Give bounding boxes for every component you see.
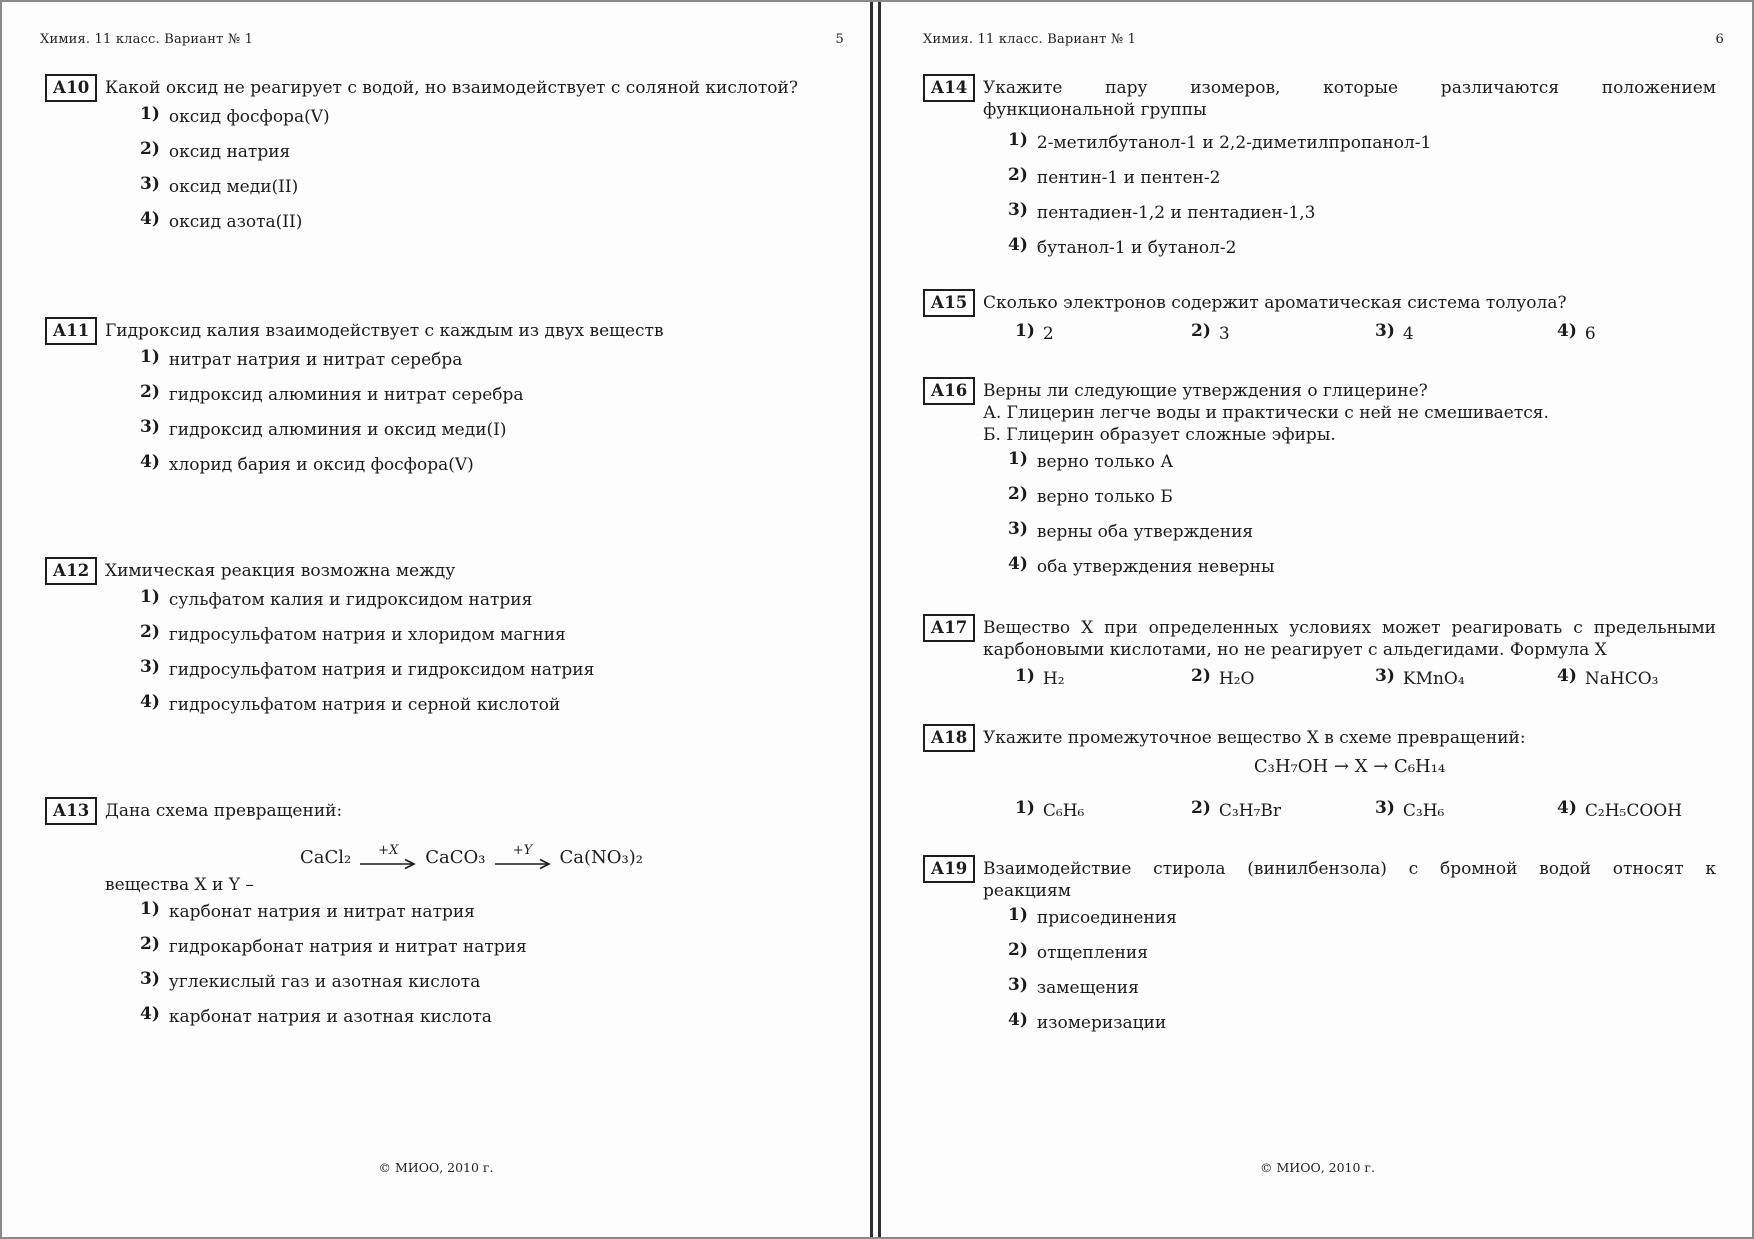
- question-prompt-line2: карбоновыми кислотами, но не реагирует с альдегидами. Формула X: [983, 640, 1607, 660]
- option-number: 4): [1557, 666, 1577, 686]
- page-footer: © МИОО, 2010 г.: [1260, 1160, 1375, 1175]
- scheme-reagent: Ca(NO₃)₂: [559, 847, 643, 868]
- option-text: 3: [1218, 324, 1230, 344]
- option-3: [1375, 798, 1445, 821]
- option-4: [1008, 1010, 1716, 1034]
- scheme-arrow-label: +Y: [512, 843, 533, 858]
- option-4: [140, 209, 838, 233]
- question-prompt: Сколько электронов содержит ароматическая система толуола?: [983, 293, 1567, 313]
- question-prompt: Укажите промежуточное вещество X в схеме превращений:: [983, 728, 1526, 748]
- option-number: 1): [1015, 666, 1035, 686]
- option-number: 1): [1008, 905, 1028, 925]
- option-text: гидросульфатом натрия и гидроксидом натрия: [168, 660, 595, 680]
- scheme-reagent: CaCl₂: [300, 847, 352, 868]
- option-3: [1375, 666, 1465, 689]
- question-prompt-line1: Укажите пару изомеров, которые различаются положением: [983, 78, 1716, 98]
- option-text: пентадиен-1,2 и пентадиен-1,3: [1036, 203, 1316, 223]
- option-3: [140, 657, 838, 681]
- scheme-arrow-group: [494, 844, 552, 870]
- question-a11: [45, 317, 835, 490]
- option-text: верно только А: [1036, 452, 1174, 472]
- option-text: C₃H₆: [1402, 801, 1445, 821]
- page-header-title: Химия. 11 класс. Вариант № 1: [923, 32, 1137, 47]
- option-number: 3): [1008, 200, 1028, 220]
- option-number: 4): [140, 692, 160, 712]
- option-2: [140, 382, 838, 406]
- option-number: 1): [1008, 130, 1028, 150]
- option-1: [140, 104, 838, 128]
- question-a15: [923, 289, 1723, 354]
- option-text: гидрокарбонат натрия и нитрат натрия: [168, 937, 527, 957]
- question-a13-body: [105, 797, 838, 1042]
- option-number: 3): [140, 969, 160, 989]
- option-2: [1008, 165, 1716, 189]
- option-number: 4): [1557, 798, 1577, 818]
- question-prompt-line1: Вещество X при определенных условиях может реагировать с предельными: [983, 618, 1716, 638]
- option-text: присоединения: [1036, 908, 1177, 928]
- option-text: верны оба утверждения: [1036, 522, 1254, 542]
- options-list: [105, 899, 838, 1028]
- option-1: [1008, 905, 1716, 929]
- question-a10: [45, 74, 835, 247]
- options-list: [983, 449, 1716, 578]
- option-text: KMnO₄: [1402, 669, 1465, 689]
- option-text: пентин-1 и пентен-2: [1036, 168, 1221, 188]
- option-number: 1): [1008, 449, 1028, 469]
- question-a14-body: [983, 74, 1716, 273]
- question-a18-body: [983, 724, 1716, 831]
- option-text: оксид меди(II): [168, 177, 299, 197]
- option-text: гидроксид алюминия и нитрат серебра: [168, 385, 524, 405]
- question-a14: [923, 74, 1723, 273]
- option-text: оба утверждения неверны: [1036, 557, 1275, 577]
- option-text: отщепления: [1036, 943, 1148, 963]
- question-a11-body: [105, 317, 838, 490]
- reaction-arrow-icon: [359, 858, 417, 870]
- option-number: 4): [1008, 235, 1028, 255]
- option-text: замещения: [1036, 978, 1139, 998]
- option-text: 2-метилбутанол-1 и 2,2-диметилпропанол-1: [1036, 133, 1432, 153]
- option-text: гидросульфатом натрия и серной кислотой: [168, 695, 561, 715]
- option-text: хлорид бария и оксид фосфора(V): [168, 455, 474, 475]
- page-number: 6: [1715, 32, 1724, 47]
- option-4: [1557, 321, 1596, 344]
- question-prompt: Химическая реакция возможна между: [105, 561, 456, 581]
- option-2: [1191, 798, 1281, 821]
- option-number: 1): [140, 587, 160, 607]
- options-row: [983, 666, 1716, 699]
- option-2: [1008, 484, 1716, 508]
- option-text: верно только Б: [1036, 487, 1173, 507]
- option-3: [1008, 975, 1716, 999]
- option-1: [1015, 798, 1085, 821]
- option-number: 4): [140, 209, 160, 229]
- option-2: [1191, 666, 1255, 689]
- option-2: [140, 622, 838, 646]
- question-a16-body: [983, 377, 1716, 592]
- question-prompt: Какой оксид не реагирует с водой, но взаимодействует с соляной кислотой?: [105, 78, 798, 98]
- option-text: 4: [1402, 324, 1414, 344]
- option-number: 2): [1008, 165, 1028, 185]
- question-a17-body: [983, 614, 1716, 699]
- option-text: оксид натрия: [168, 142, 291, 162]
- option-2: [1008, 940, 1716, 964]
- option-number: 2): [1008, 484, 1028, 504]
- option-1: [1015, 666, 1065, 689]
- option-number: 3): [140, 657, 160, 677]
- option-text: нитрат натрия и нитрат серебра: [168, 350, 463, 370]
- option-number: 3): [1375, 666, 1395, 686]
- option-text: 2: [1042, 324, 1054, 344]
- option-text: гидросульфатом натрия и хлоридом магния: [168, 625, 566, 645]
- statement-a: А. Глицерин легче воды и практически с ней не смешивается.: [983, 403, 1549, 423]
- option-number: 3): [1375, 798, 1395, 818]
- option-3: [140, 417, 838, 441]
- scheme-reagent: CaCO₃: [425, 847, 486, 868]
- option-text: карбонат натрия и нитрат натрия: [168, 902, 475, 922]
- question-a16-label: А16: [923, 377, 975, 405]
- option-text: C₂H₅COOH: [1584, 801, 1683, 821]
- reaction-arrow-icon: [494, 858, 552, 870]
- question-prompt-line1: Взаимодействие стирола (винилбензола) с бромной водой относят к: [983, 859, 1716, 879]
- option-text: сульфатом калия и гидроксидом натрия: [168, 590, 533, 610]
- option-4: [140, 692, 838, 716]
- option-number: 1): [1015, 798, 1035, 818]
- option-2: [140, 139, 838, 163]
- question-a13-label: А13: [45, 797, 97, 825]
- question-a17: [923, 614, 1723, 699]
- option-number: 1): [140, 899, 160, 919]
- question-a11-label: А11: [45, 317, 97, 345]
- option-3: [1375, 321, 1414, 344]
- option-text: C₆H₆: [1042, 801, 1085, 821]
- option-number: 2): [1008, 940, 1028, 960]
- option-2: [140, 934, 838, 958]
- option-4: [1008, 554, 1716, 578]
- option-text: гидроксид алюминия и оксид меди(I): [168, 420, 507, 440]
- reaction-scheme: C₃H₇OH → X → C₆H₁₄: [1253, 756, 1446, 777]
- option-3: [1008, 200, 1716, 224]
- option-4: [1557, 798, 1683, 821]
- option-1: [1008, 130, 1716, 154]
- statement-b: Б. Глицерин образует сложные эфиры.: [983, 425, 1336, 445]
- options-list: [105, 587, 838, 716]
- option-number: 4): [1008, 1010, 1028, 1030]
- option-4: [140, 452, 838, 476]
- option-text: C₃H₇Br: [1218, 801, 1281, 821]
- question-a19: [923, 855, 1723, 1048]
- option-number: 2): [140, 622, 160, 642]
- option-text: H₂: [1042, 669, 1065, 689]
- page-footer: © МИОО, 2010 г.: [378, 1160, 494, 1175]
- page-number: 5: [835, 32, 844, 47]
- option-4: [1557, 666, 1659, 689]
- option-text: карбонат натрия и азотная кислота: [168, 1007, 492, 1027]
- question-a16: [923, 377, 1723, 592]
- scheme-arrow-label: +X: [378, 843, 399, 858]
- option-1: [1015, 321, 1054, 344]
- page-header-row: [2, 32, 870, 47]
- option-number: 4): [140, 1004, 160, 1024]
- options-list: [105, 347, 838, 476]
- option-text: бутанол-1 и бутанол-2: [1036, 238, 1237, 258]
- option-3: [140, 174, 838, 198]
- option-1: [140, 587, 838, 611]
- question-a17-label: А17: [923, 614, 975, 642]
- options-list: [983, 130, 1716, 259]
- question-a18: [923, 724, 1723, 831]
- question-a18-label: А18: [923, 724, 975, 752]
- question-a14-label: А14: [923, 74, 975, 102]
- option-text: углекислый газ и азотная кислота: [168, 972, 481, 992]
- option-text: оксид фосфора(V): [168, 107, 330, 127]
- option-number: 3): [1008, 519, 1028, 539]
- option-text: оксид азота(II): [168, 212, 303, 232]
- option-number: 2): [140, 382, 160, 402]
- question-a19-body: [983, 855, 1716, 1048]
- reaction-scheme: [105, 830, 838, 870]
- option-number: 4): [140, 452, 160, 472]
- question-a19-label: А19: [923, 855, 975, 883]
- option-text: изомеризации: [1036, 1013, 1167, 1033]
- options-row: [983, 798, 1716, 831]
- page-header-row: [881, 32, 1754, 47]
- question-prompt-line2: функциональной группы: [983, 100, 1207, 120]
- option-number: 3): [140, 417, 160, 437]
- option-3: [1008, 519, 1716, 543]
- question-prompt-line2: реакциям: [983, 881, 1071, 901]
- option-number: 1): [140, 347, 160, 367]
- scheme-question-text: вещества X и Y –: [105, 875, 254, 895]
- option-number: 3): [1375, 321, 1395, 341]
- option-1: [1008, 449, 1716, 473]
- option-4: [140, 1004, 838, 1028]
- question-a13: [45, 797, 835, 1042]
- question-a10-body: [105, 74, 838, 247]
- option-number: 1): [1015, 321, 1035, 341]
- option-1: [140, 899, 838, 923]
- option-text: NaHCO₃: [1584, 669, 1659, 689]
- option-number: 3): [1008, 975, 1028, 995]
- question-a12-label: А12: [45, 557, 97, 585]
- options-row: [983, 321, 1716, 354]
- question-a12-body: [105, 557, 838, 730]
- question-a12: [45, 557, 835, 730]
- page-header-title: Химия. 11 класс. Вариант № 1: [40, 32, 254, 47]
- option-3: [140, 969, 838, 993]
- page-6: [881, 2, 1754, 1237]
- page-5: [2, 2, 870, 1237]
- question-prompt: Гидроксид калия взаимодействует с каждым из двух веществ: [105, 321, 664, 341]
- option-number: 2): [1191, 666, 1211, 686]
- question-a15-body: [983, 289, 1716, 354]
- option-number: 1): [140, 104, 160, 124]
- option-1: [140, 347, 838, 371]
- option-number: 3): [140, 174, 160, 194]
- option-number: 2): [1191, 321, 1211, 341]
- option-2: [1191, 321, 1230, 344]
- option-text: H₂O: [1218, 669, 1255, 689]
- option-number: 4): [1557, 321, 1577, 341]
- option-text: 6: [1584, 324, 1596, 344]
- option-number: 4): [1008, 554, 1028, 574]
- question-a15-label: А15: [923, 289, 975, 317]
- option-number: 2): [1191, 798, 1211, 818]
- options-list: [983, 905, 1716, 1034]
- option-4: [1008, 235, 1716, 259]
- option-number: 2): [140, 934, 160, 954]
- scheme-arrow-group: [359, 844, 417, 870]
- option-number: 2): [140, 139, 160, 159]
- question-prompt: Дана схема превращений:: [105, 801, 343, 821]
- question-prompt: Верны ли следующие утверждения о глицерине?: [983, 381, 1428, 401]
- question-a10-label: А10: [45, 74, 97, 102]
- options-list: [105, 104, 838, 233]
- page-divider: [870, 2, 881, 1237]
